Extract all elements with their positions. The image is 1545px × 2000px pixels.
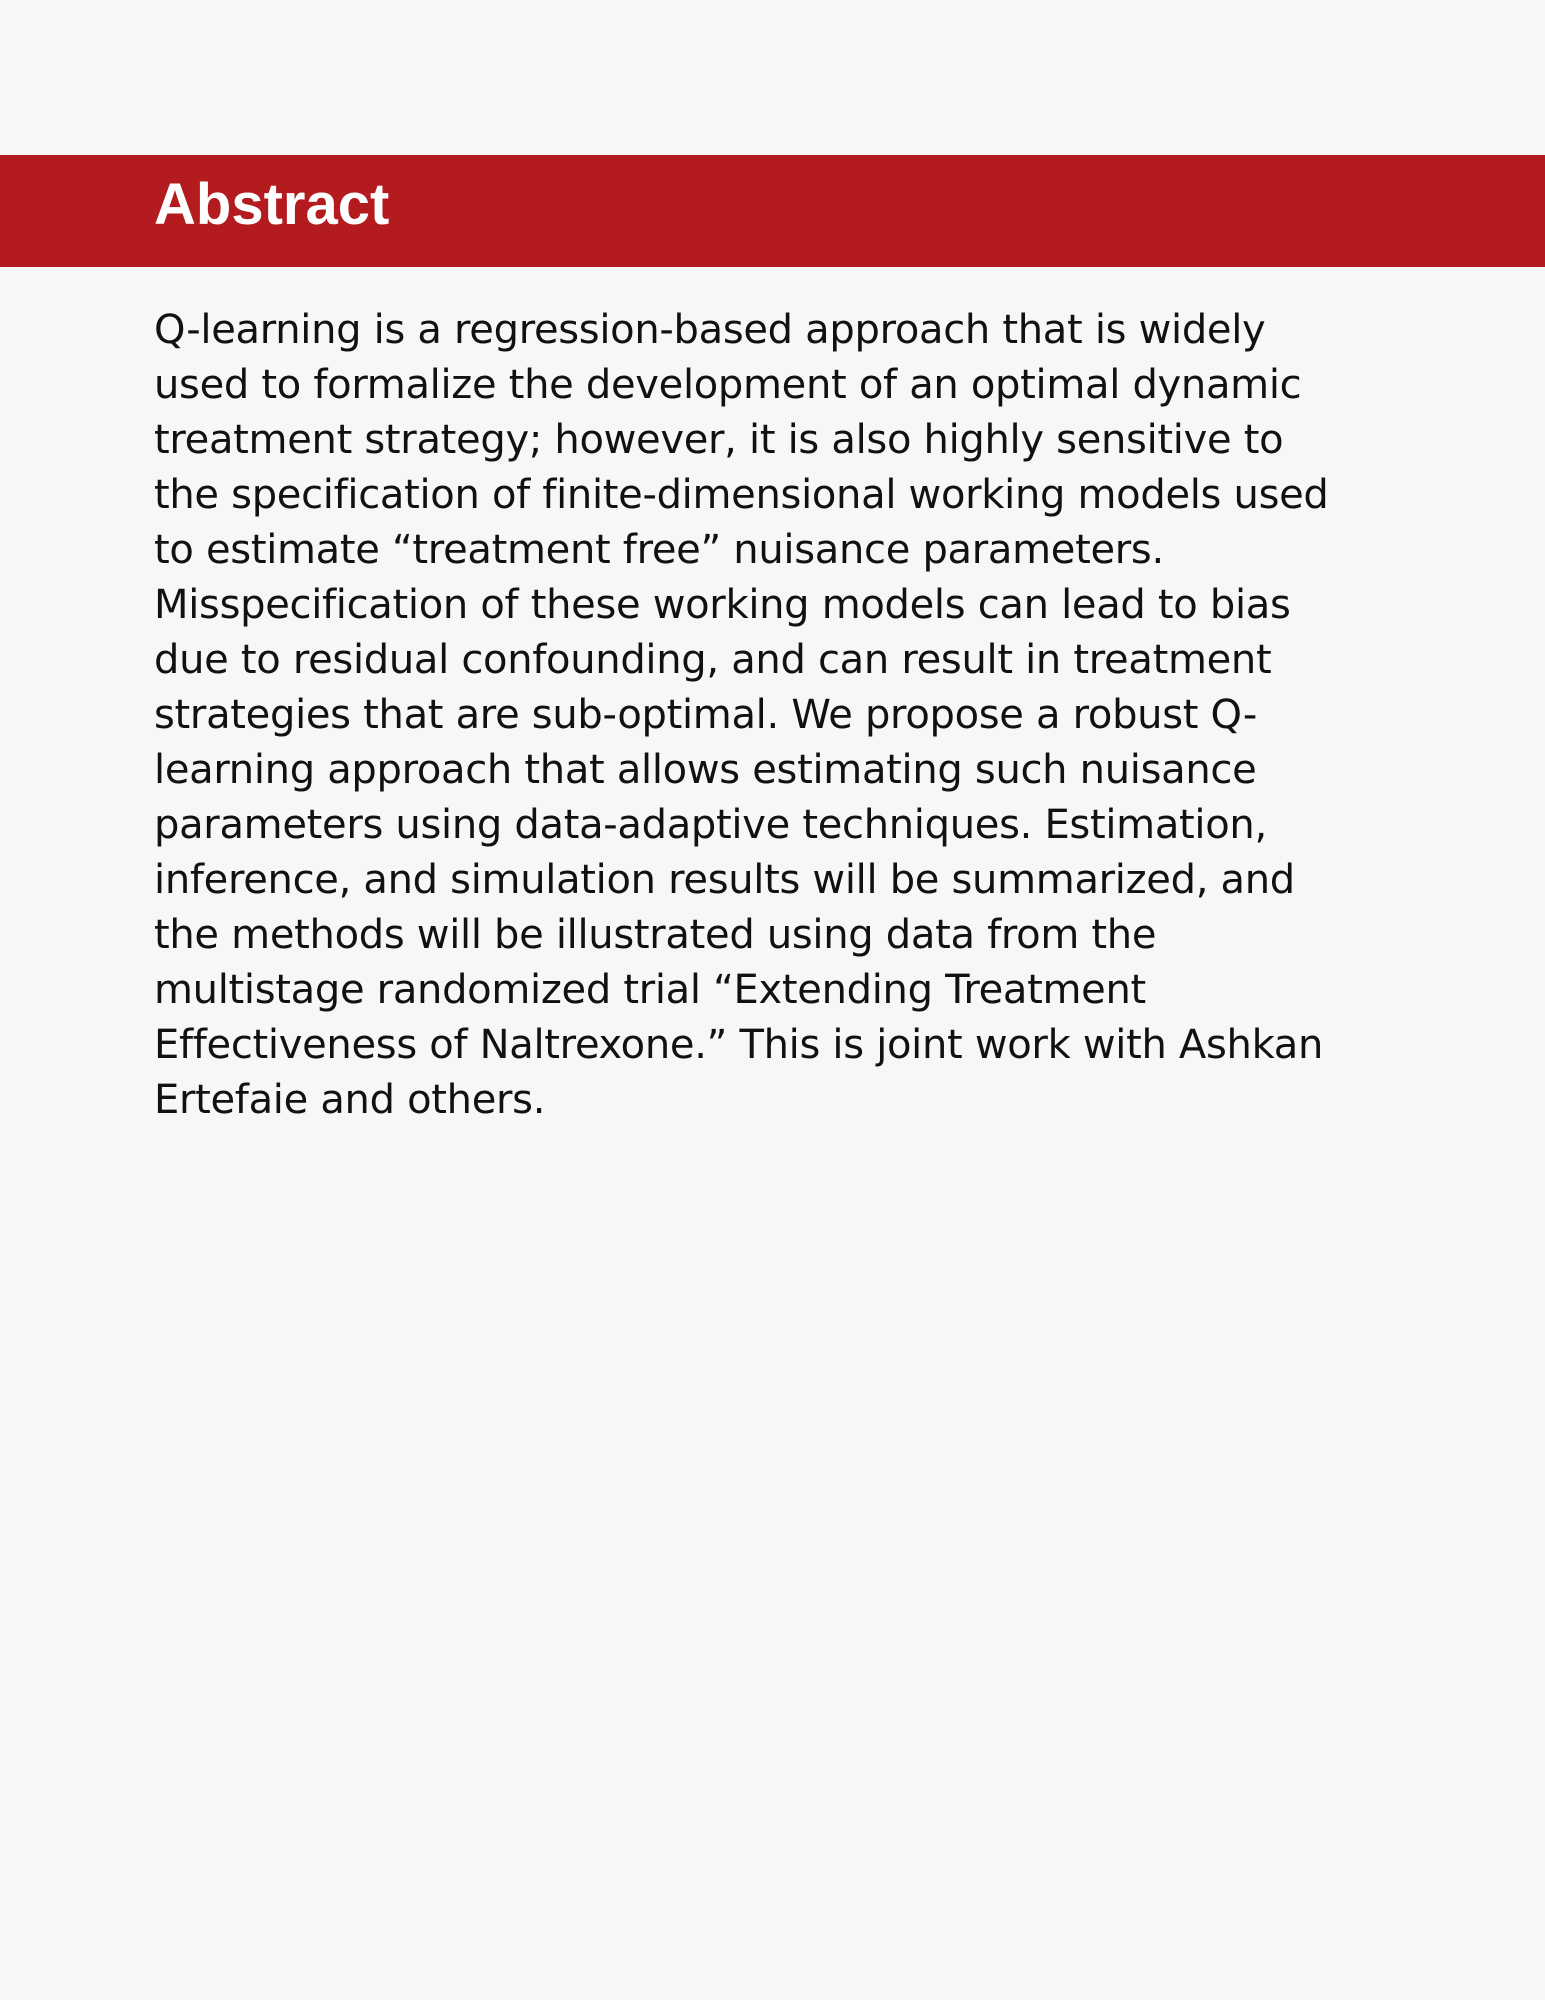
- abstract-line: multistage randomized trial “Extending Treatment: [154, 967, 1146, 1013]
- abstract-line: due to residual confounding, and can result in treatment: [154, 637, 1272, 683]
- abstract-line: Q-learning is a regression-based approach that is widely: [154, 307, 1266, 353]
- abstract-header-band: [0, 155, 1545, 267]
- page-title: Abstract: [154, 172, 390, 237]
- abstract-line: Ertefaie and others.: [154, 1077, 546, 1123]
- abstract-line: learning approach that allows estimating such nuisance: [154, 747, 1257, 793]
- abstract-line: Misspecification of these working models can lead to bias: [154, 582, 1291, 628]
- abstract-line: strategies that are sub-optimal. We propose a robust Q-: [154, 692, 1257, 738]
- abstract-line: the methods will be illustrated using data from the: [154, 912, 1157, 958]
- abstract-line: used to formalize the development of an optimal dynamic: [154, 362, 1302, 408]
- abstract-line: the specification of finite-dimensional working models used: [154, 472, 1329, 518]
- abstract-line: parameters using data-adaptive techniques. Estimation,: [154, 802, 1267, 848]
- abstract-line: Effectiveness of Naltrexone.” This is joint work with Ashkan: [154, 1022, 1324, 1068]
- abstract-line: inference, and simulation results will be summarized, and: [154, 857, 1295, 903]
- abstract-line: to estimate “treatment free” nuisance parameters.: [154, 527, 1164, 573]
- abstract-body: [154, 303, 1414, 1128]
- abstract-line: treatment strategy; however, it is also highly sensitive to: [154, 417, 1284, 463]
